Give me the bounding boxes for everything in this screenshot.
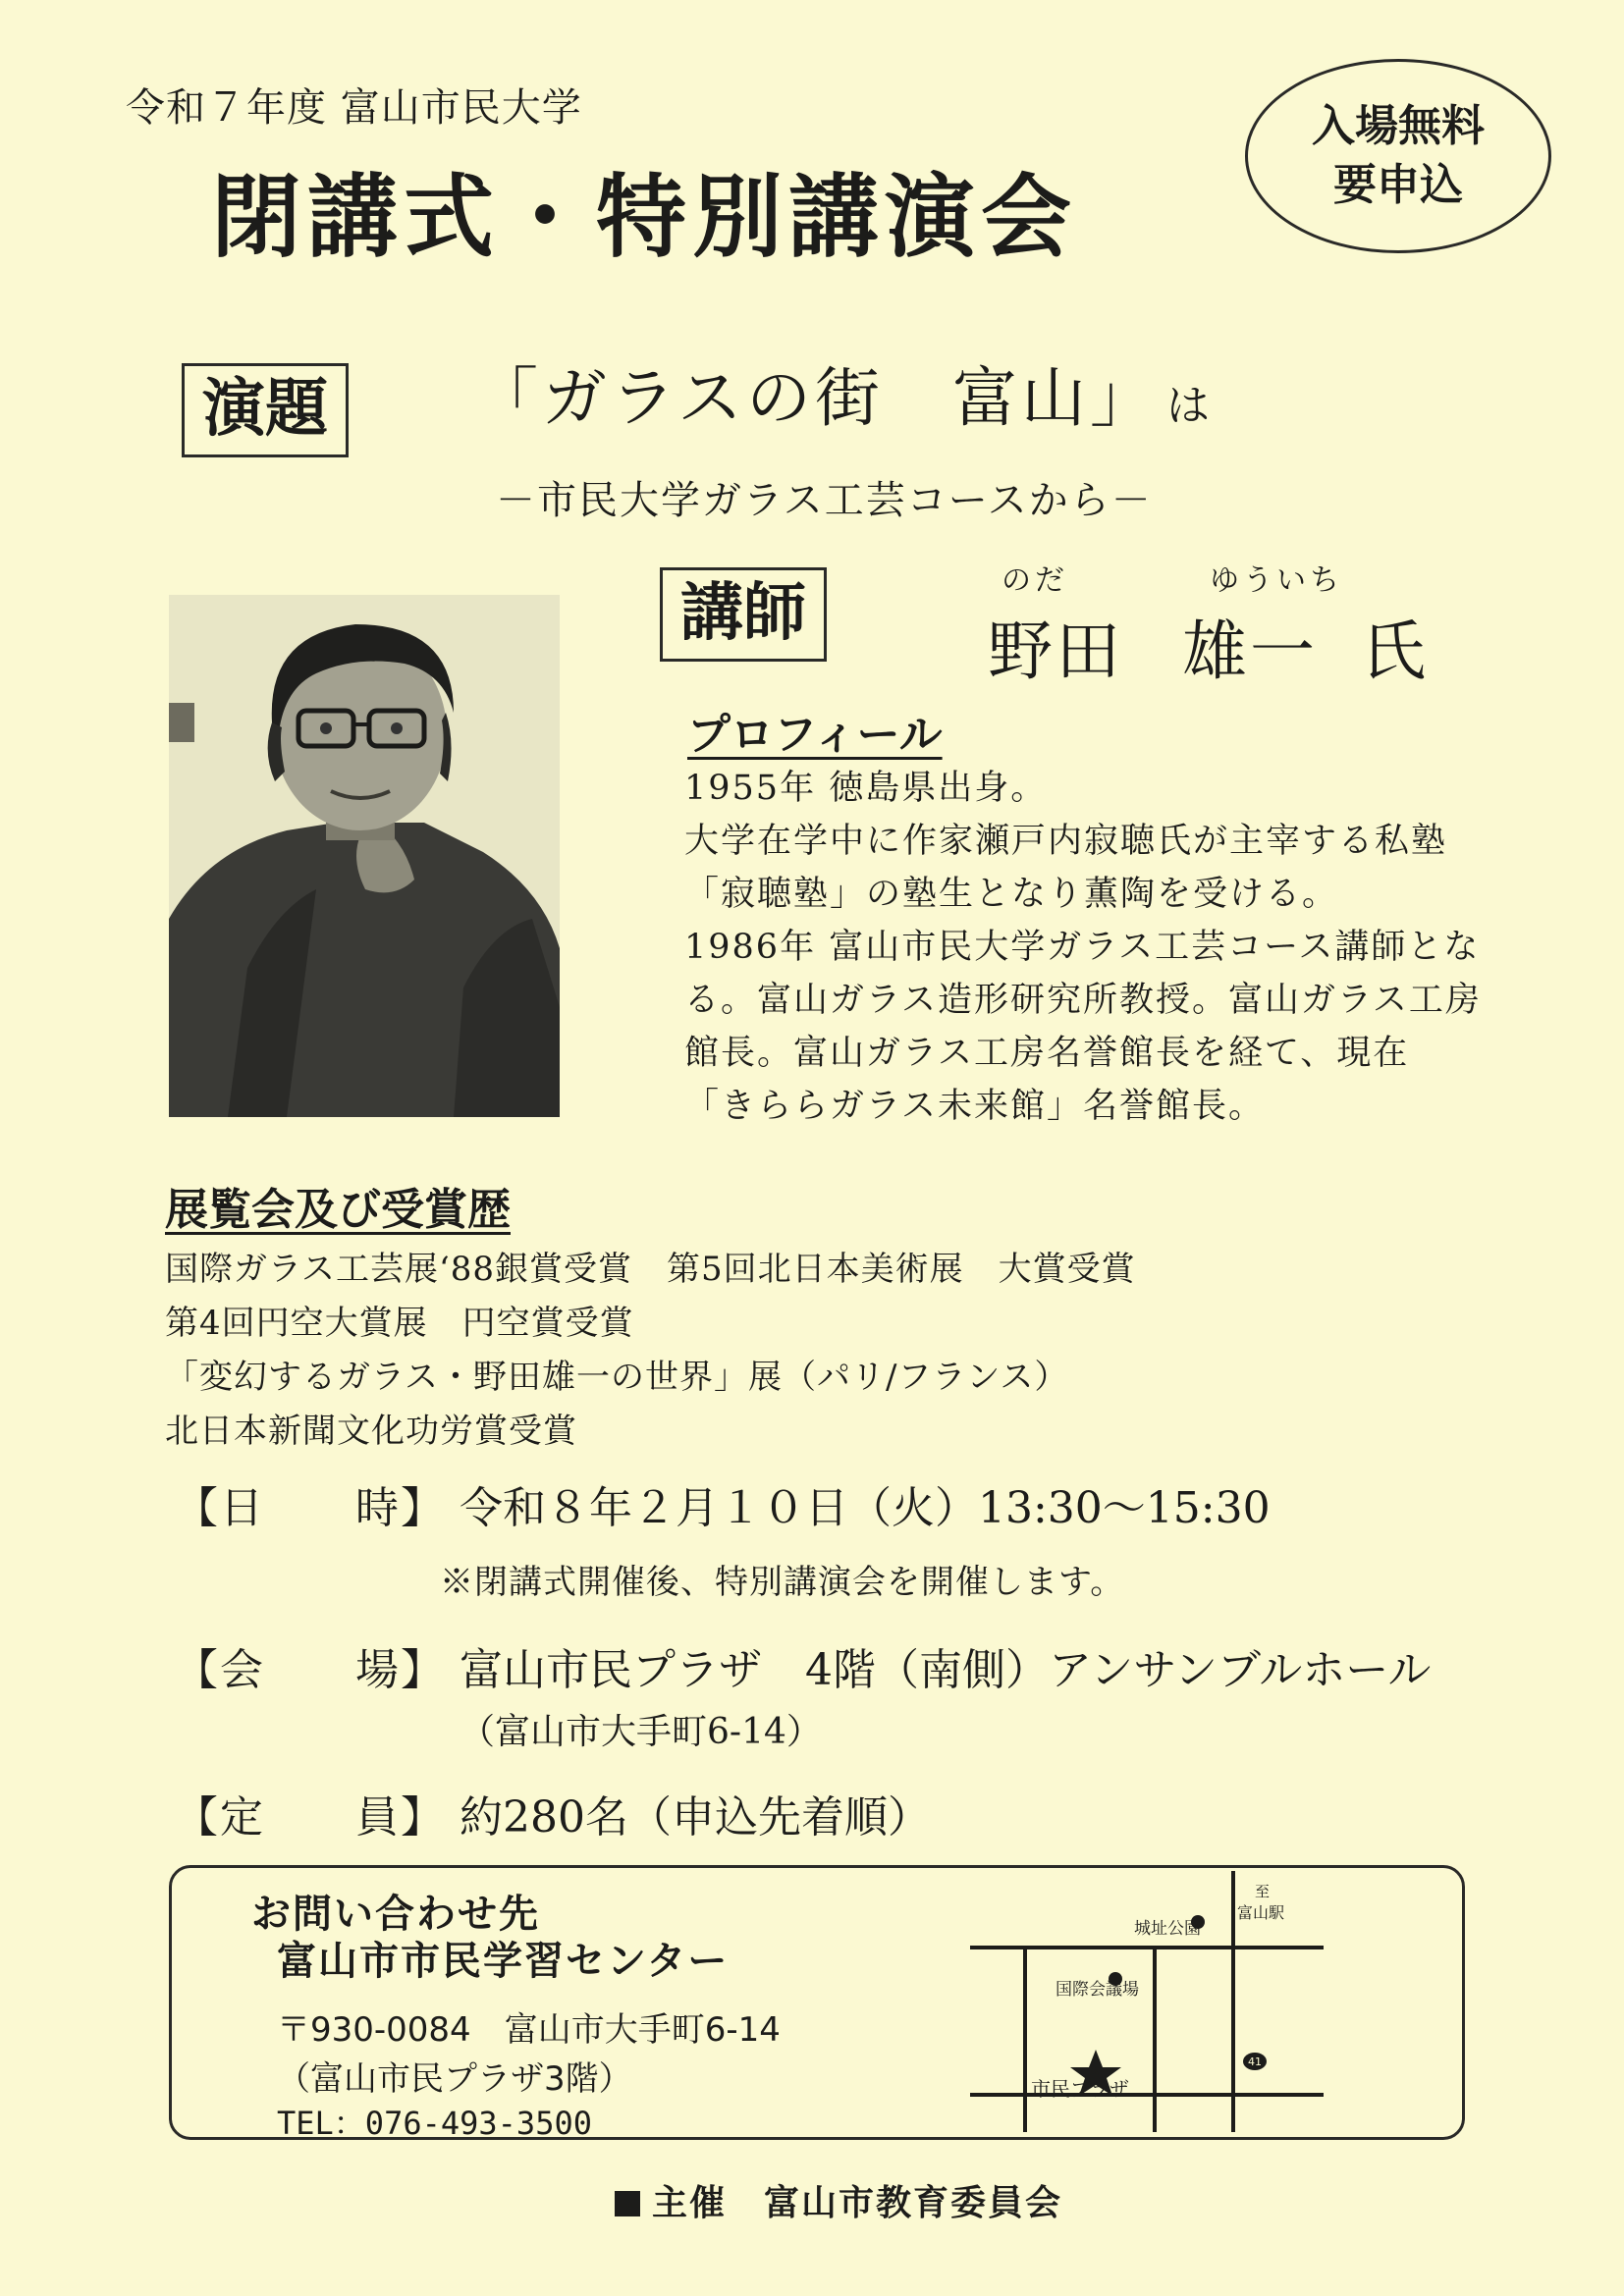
svg-text:41: 41: [1248, 2056, 1262, 2068]
lecture-title-text: 「ガラスの街 富山」: [473, 360, 1160, 436]
awards-list: [165, 1243, 1136, 1459]
award-item: 国際ガラス工芸展‘88銀賞受賞 第5回北日本美術展 大賞受賞: [165, 1250, 1136, 1289]
lecturer-portrait-photo: [169, 595, 560, 1117]
lecture-subtitle: －市民大学ガラス工芸コースから－: [496, 478, 1153, 523]
lecturer-label: 講師: [660, 567, 827, 662]
map-label-to: 至: [1255, 1883, 1271, 1900]
contact-postal-address: 〒930-0084 富山市大手町6-14: [277, 2010, 781, 2050]
organizer: [615, 2175, 1062, 2225]
event-series-subtitle: 令和７年度 富山市民大学: [126, 85, 582, 131]
organizer-text: 主催 富山市教育委員会: [652, 2183, 1063, 2223]
badge-line-registration: 要申込: [1333, 160, 1463, 210]
capacity-value: 約280名（申込先着順）: [460, 1792, 931, 1842]
bullet-square-icon: [615, 2191, 640, 2216]
venue-label: 【会 場】: [175, 1645, 446, 1695]
date-note: ※閉講式開催後、特別講演会を開催します。: [440, 1563, 1125, 1602]
event-date-row: [175, 1472, 1271, 1535]
theme-label: 演題: [182, 363, 349, 457]
date-label: 【日 時】: [175, 1483, 446, 1533]
profile-line: る。富山ガラス造形研究所教授。富山ガラス工房: [684, 981, 1482, 1020]
profile-line: 「寂聴塾」の塾生となり薫陶を受ける。: [684, 875, 1339, 914]
lecture-title-suffix: は: [1166, 381, 1215, 431]
profile-line: 大学在学中に作家瀬戸内寂聴氏が主宰する私塾: [684, 822, 1448, 861]
profile-heading: プロフィール: [687, 710, 943, 760]
lecturer-honorific: 氏: [1361, 614, 1429, 689]
event-capacity-row: [175, 1782, 931, 1844]
contact-building: （富山市民プラザ3階）: [277, 2059, 632, 2099]
contact-phone: TEL：076-493-3500: [277, 2105, 592, 2142]
map-label-castle-park: 城址公園: [1134, 1919, 1201, 1939]
route-41-icon: [1243, 2053, 1267, 2070]
profile-line: 1955年 徳島県出身。: [684, 769, 1048, 808]
award-item: 北日本新聞文化功労賞受賞: [165, 1412, 577, 1451]
contact-heading: お問い合わせ先: [251, 1892, 540, 1937]
badge-line-free: 入場無料: [1312, 101, 1485, 151]
map-label-citizen-plaza: 市民プラザ: [1031, 2077, 1129, 2101]
profile-line: 館長。富山ガラス工房名誉館長を経て、現在: [684, 1034, 1410, 1073]
venue-value: 富山市民プラザ 4階（南側）アンサンブルホール: [460, 1645, 1432, 1695]
profile-line: 「きららガラス未来館」名誉館長。: [684, 1087, 1265, 1126]
award-item: 「変幻するガラス・野田雄一の世界」展（パリ/フランス）: [165, 1358, 1069, 1397]
venue-address: （富山市大手町6-14）: [460, 1712, 822, 1752]
event-venue-row: [175, 1634, 1431, 1697]
lecturer-name: [988, 599, 1429, 692]
award-item: 第4回円空大賞展 円空賞受賞: [165, 1304, 634, 1343]
contact-organization: 富山市市民学習センター: [277, 1939, 730, 1984]
lecturer-family-name: 野田: [988, 614, 1123, 689]
map-label-station: 富山駅: [1237, 1903, 1285, 1922]
free-admission-badge: [1245, 59, 1551, 253]
lecture-title: [473, 346, 1214, 439]
awards-heading: 展覧会及び受賞歴: [165, 1185, 511, 1235]
page-title: 閉講式・特別講演会: [211, 165, 1078, 270]
furigana-given-name: ゆういち: [1210, 563, 1343, 598]
date-value: 令和８年２月１０日（火）13:30～15:30: [460, 1483, 1271, 1533]
map-label-convention-center: 国際会議場: [1056, 1980, 1139, 2000]
furigana-family-name: のだ: [1001, 563, 1068, 598]
profile-line: 1986年 富山市民大学ガラス工芸コース講師とな: [684, 928, 1481, 967]
capacity-label: 【定 員】: [175, 1792, 446, 1842]
lecturer-given-name: 雄一: [1182, 614, 1318, 689]
profile-text: [684, 762, 1529, 1133]
